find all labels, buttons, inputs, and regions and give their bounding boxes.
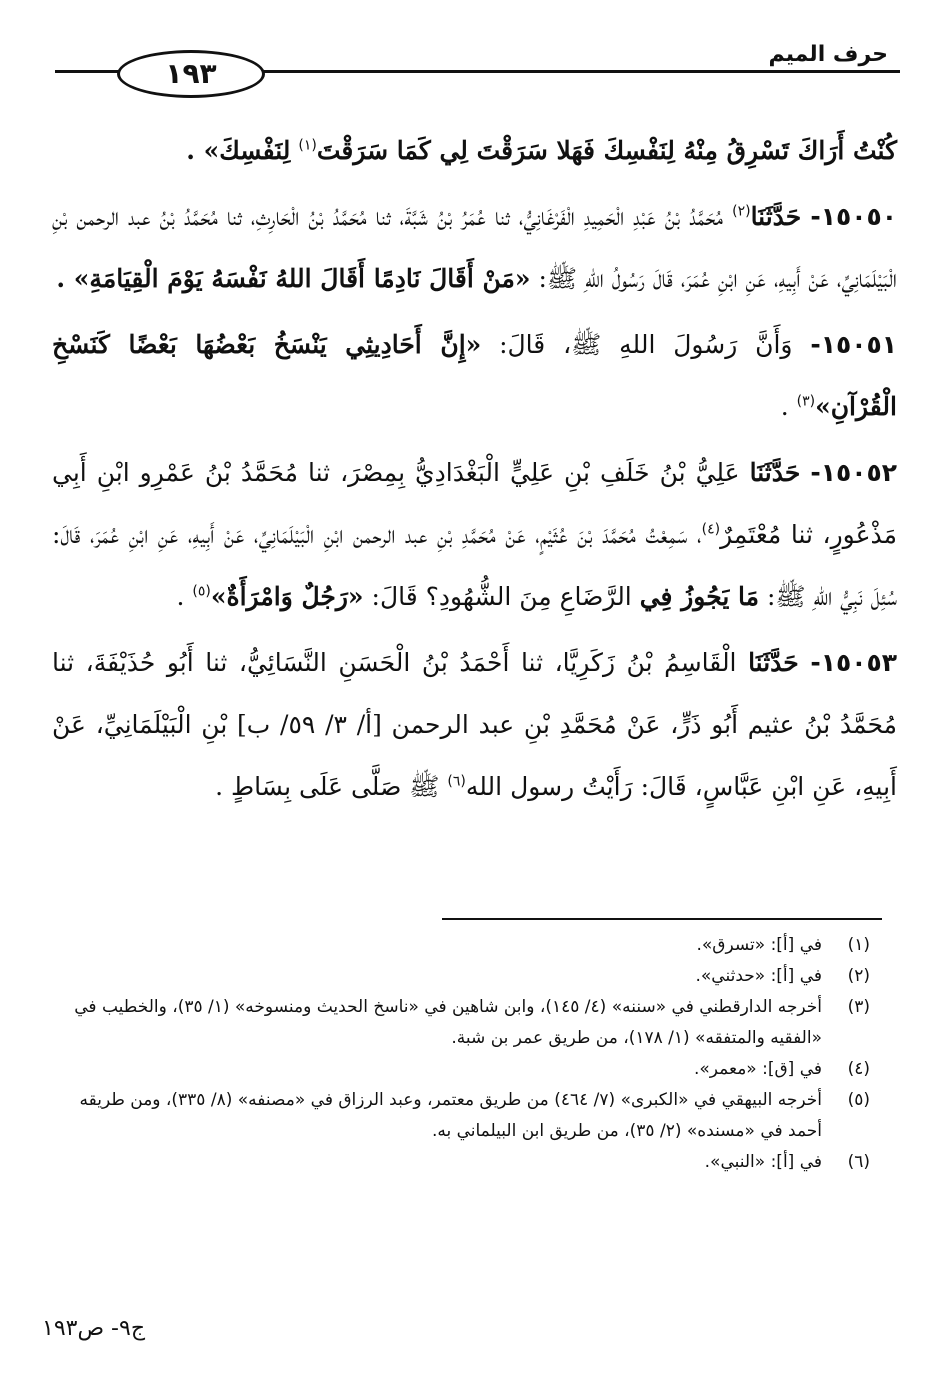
- footnote-ref-4: (٤): [701, 521, 721, 538]
- footnote-number: (٤): [847, 1059, 870, 1079]
- footnote-number: (١): [847, 935, 870, 955]
- footnote-rule: [442, 918, 882, 920]
- period: .: [780, 392, 789, 421]
- footnote-ref-2: (٢): [732, 203, 751, 220]
- hadith-matn: «إِنَّ أَحَادِيثِي يَنْسَخُ بَعْضُهَا بَعْضًا كَنَسْخِ الْقُرْآنِ»: [52, 330, 897, 421]
- hadith-number: ١٥٠٥٠-: [810, 202, 898, 231]
- footnote-number: (٣): [847, 997, 870, 1017]
- hadith-number: ١٥٠٥٣-: [810, 648, 897, 677]
- footnote-ref-5: (٥): [192, 583, 211, 600]
- main-text: [52, 120, 897, 822]
- footnote-ref-3: (٣): [796, 393, 816, 410]
- footnote-ref-6: (٦): [447, 773, 466, 790]
- running-title: حرف الميم: [768, 42, 888, 67]
- hadith-text-end: لِنَفْسِكَ» .: [186, 136, 291, 165]
- footnote-2: [52, 961, 870, 992]
- page-number-badge: ١٩٣: [117, 50, 265, 98]
- footnote-text: في [أ]: «النبي».: [704, 1152, 822, 1172]
- footnotes: [52, 930, 870, 1178]
- hadith-15052: [52, 442, 897, 628]
- hadith-number: ١٥٠٥٢-: [810, 458, 897, 487]
- footnote-6: [52, 1147, 870, 1178]
- footnote-number: (٦): [847, 1152, 870, 1172]
- hadith-text-continuation: كُنْتُ أَرَاكَ تَسْرِقُ مِنْهُ لِنَفْسِكَ فَهَلا سَرَقْتَ لِي كَمَا سَرَقْتَ: [316, 136, 897, 165]
- hadith-matn: «رَجُلٌ وَامْرَأَةٌ»: [210, 582, 364, 611]
- footnote-ref-1: (١): [298, 137, 317, 154]
- footnote-5: [52, 1085, 870, 1147]
- footnote-text: في [أ]: «حدثني».: [695, 966, 822, 986]
- hadith-question: مَا يَجُوزُ فِي: [639, 582, 760, 611]
- haddathana-keyword: حَدَّثَنَا: [749, 458, 801, 487]
- haddathana-keyword: حَدَّثَنَا: [748, 648, 799, 677]
- paragraph-intro: [52, 120, 897, 182]
- footnote-text: في [أ]: «تسرق».: [696, 935, 822, 955]
- isnad-text: عَلِيُّ بْنُ خَلَفِ بْنِ عَلِيٍّ الْبَغْدَادِيُّ بِمِصْرَ، ثنا مُحَمَّدُ بْنُ عَمْرِو ابْنِ أَبِي مَذْعُورٍ، ثنا مُعْتَمِرٌ: [52, 458, 897, 549]
- hadith-15053: [52, 632, 897, 818]
- hadith-text-3: الرَّضَاعِ مِنَ الشُّهُودِ؟ قَالَ:: [371, 582, 632, 611]
- period: .: [176, 582, 185, 611]
- hadith-15050: [52, 186, 897, 310]
- footnote-4: [52, 1054, 870, 1085]
- footnote-number: (٥): [847, 1090, 870, 1110]
- haddathana-keyword: حَدَّثَنَا: [750, 202, 802, 231]
- page-reference: ج٩- ص١٩٣: [42, 1316, 146, 1341]
- footnote-1: [52, 930, 870, 961]
- hadith-matn: «مَنْ أَقَالَ نَادِمًا أَقَالَ اللهُ نَفْسَهُ يَوْمَ الْقِيَامَةِ» .: [56, 264, 531, 293]
- footnote-3: [52, 992, 870, 1054]
- footnote-text: في [ق]: «معمر».: [693, 1059, 822, 1079]
- footnote-number: (٢): [847, 966, 870, 986]
- footnote-text: أخرجه البيهقي في «الكبرى» (٧/ ٤٦٤) من طريق معتمر، وعبد الرزاق في «مصنفه» (٨/ ٣٣٥)، ومن طريقه أحمد في «مسنده» (٢/ ٣٥)، من طريق ابن البيلماني به.: [79, 1090, 822, 1141]
- footnote-text: أخرجه الدارقطني في «سننه» (٤/ ١٤٥)، وابن شاهين في «ناسخ الحديث ومنسوخه» (١/ ٣٥)، والخطيب في «الفقيه والمتفقه» (١/ ١٧٨)، من طريق عمر بن شبة.: [74, 997, 822, 1048]
- hadith-number: ١٥٠٥١-: [810, 330, 898, 359]
- page-header: [55, 40, 900, 90]
- isnad-text: مُحَمَّدُ بْنُ عَبْدِ الْحَمِيدِ الْفَرْغَانِيُّ، ثنا عُمَرُ بْنُ شَبَّةَ، ثنا مُحَمَّدُ بْنُ الْحَارِثِ، ثنا مُحَمَّدُ بْنُ عبد الرحمن بْنِ الْبَيْلَمَانِيِّ، عَنْ أَبِيهِ، عَنِ ابْنِ عُمَرَ، قَالَ رَسُولُ اللهِ ﷺ:: [52, 202, 897, 293]
- isnad-text-2: ، سَمِعْتُ مُحَمَّدَ بْنَ عُثَيْمٍ، عَنْ مُحَمَّدِ بْنِ عبد الرحمن ابْنِ الْبَيْلَمَانِيِّ، عَنْ أَبِيهِ، عَنِ ابْنِ عُمَرَ، قَالَ: سُئِلَ نَبِيُّ اللهِ ﷺ:: [52, 520, 897, 611]
- isnad-text: الْقَاسِمُ بْنُ زَكَرِيَّا، ثنا أَحْمَدُ بْنُ الْحَسَنِ النَّسَائِيُّ، ثنا أَبُو حُذَيْفَةَ، ثنا مُحَمَّدُ بْنُ عثيم أَبُو ذَرٍّ، عَنْ مُحَمَّدِ بْنِ عبد الرحمن [أ/ ٣/ ٥٩/ ب] بْنِ الْبَيْلَمَانِيِّ، عَنْ أَبِيهِ، عَنِ ابْنِ عَبَّاسٍ، قَالَ: رَأَيْتُ رسول الله: [52, 648, 897, 801]
- hadith-matn: ﷺ صَلَّى عَلَى بِسَاطٍ .: [215, 772, 440, 801]
- isnad-text: وَأَنَّ رَسُولَ اللهِ ﷺ، قَالَ:: [499, 330, 793, 359]
- hadith-15051: [52, 314, 897, 438]
